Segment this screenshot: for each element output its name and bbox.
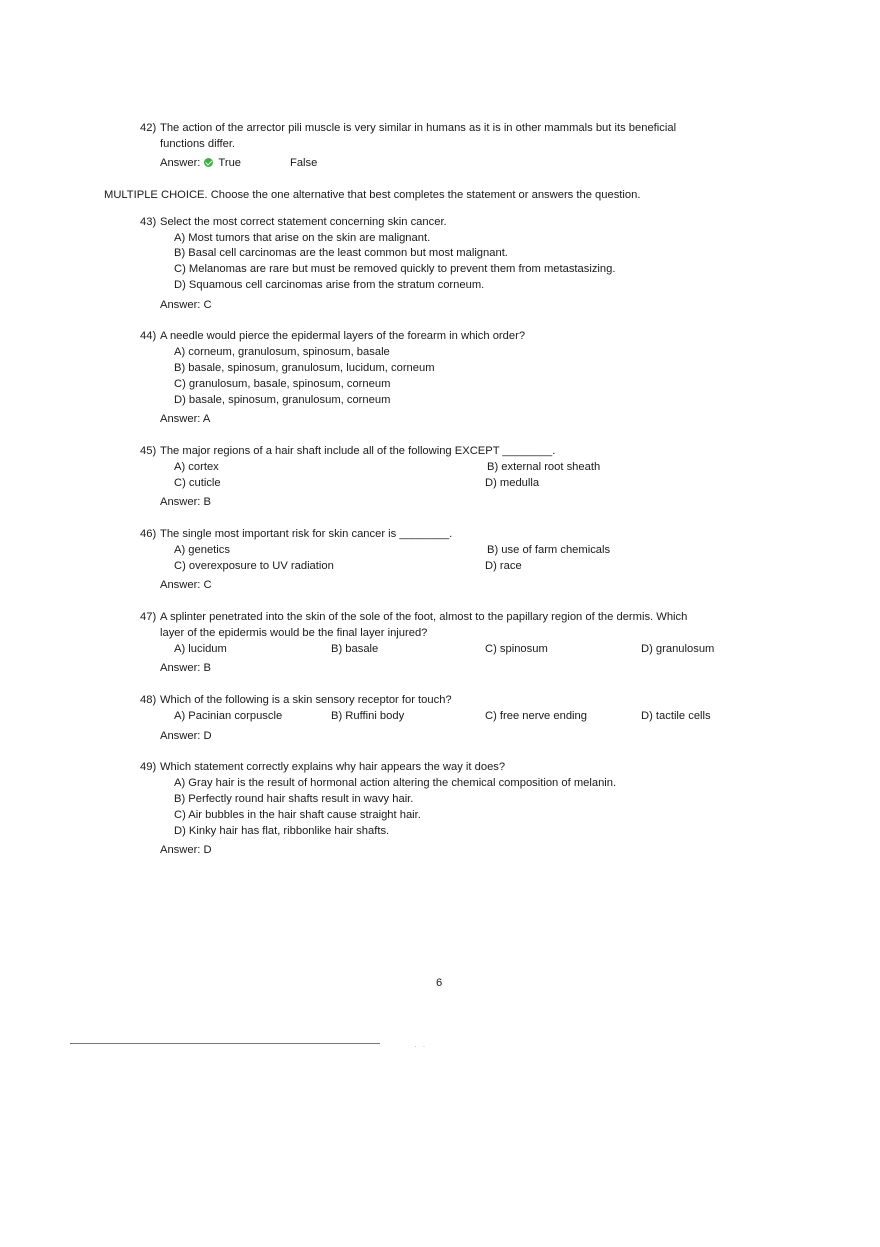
option-d: D) tactile cells <box>641 710 711 722</box>
answer-line <box>160 155 241 171</box>
question-number: 47) <box>140 611 157 623</box>
question-text: A needle would pierce the epidermal layers of the forearm in which order? <box>160 330 526 342</box>
question-text-line-1: The action of the arrector pili muscle is very similar in humans as it is in other mammals but its beneficial <box>160 122 677 134</box>
option-a: A) lucidum <box>174 643 227 655</box>
question-text: Which of the following is a skin sensory receptor for touch? <box>160 694 452 706</box>
option-a: A) Most tumors that arise on the skin are malignant. <box>174 232 431 244</box>
option-a: A) genetics <box>174 544 230 556</box>
option-b: B) use of farm chemicals <box>487 544 611 556</box>
option-c: C) overexposure to UV radiation <box>174 560 334 572</box>
question-text: The major regions of a hair shaft include all of the following EXCEPT ________. <box>160 445 556 457</box>
option-d: D) Kinky hair has flat, ribbonlike hair shafts. <box>174 825 390 837</box>
option-c: C) Air bubbles in the hair shaft cause straight hair. <box>174 809 421 821</box>
option-a: A) Gray hair is the result of hormonal action altering the chemical composition of melanin. <box>174 777 617 789</box>
section-heading: MULTIPLE CHOICE. Choose the one alternative that best completes the statement or answers the question. <box>104 189 641 201</box>
answer-line: Answer: B <box>160 496 211 508</box>
question-number: 49) <box>140 761 157 773</box>
question-number: 48) <box>140 694 157 706</box>
answer-label: Answer: <box>160 157 201 169</box>
option-c: C) granulosum, basale, spinosum, corneum <box>174 378 391 390</box>
option-c: C) Melanomas are rare but must be removed quickly to prevent them from metastasizing. <box>174 263 616 275</box>
false-option: False <box>290 157 318 169</box>
answer-line: Answer: C <box>160 579 212 591</box>
question-number: 46) <box>140 528 157 540</box>
option-d: D) medulla <box>485 477 540 489</box>
option-c: C) spinosum <box>485 643 548 655</box>
option-b: B) basale <box>331 643 379 655</box>
question-text: Select the most correct statement concerning skin cancer. <box>160 216 447 228</box>
option-c: C) cuticle <box>174 477 221 489</box>
page-number: 6 <box>436 977 443 989</box>
option-d: D) granulosum <box>641 643 715 655</box>
footer-marks: ·· <box>414 1042 432 1051</box>
option-b: B) Basal cell carcinomas are the least common but most malignant. <box>174 247 508 259</box>
question-number: 44) <box>140 330 157 342</box>
option-b: B) Perfectly round hair shafts result in wavy hair. <box>174 793 414 805</box>
question-text-line-2: layer of the epidermis would be the final layer injured? <box>160 627 428 639</box>
question-text-line-2: functions differ. <box>160 138 236 150</box>
option-a: A) cortex <box>174 461 219 473</box>
footer-divider <box>70 1043 380 1044</box>
answer-line: Answer: D <box>160 844 212 856</box>
option-d: D) race <box>485 560 522 572</box>
option-d: D) Squamous cell carcinomas arise from the stratum corneum. <box>174 279 485 291</box>
answer-line: Answer: B <box>160 662 211 674</box>
answer-line: Answer: D <box>160 730 212 742</box>
option-a: A) corneum, granulosum, spinosum, basale <box>174 346 390 358</box>
option-b: B) basale, spinosum, granulosum, lucidum, corneum <box>174 362 435 374</box>
check-circle-icon <box>204 158 213 167</box>
question-text: The single most important risk for skin cancer is ________. <box>160 528 453 540</box>
answer-line: Answer: C <box>160 299 212 311</box>
answer-line: Answer: A <box>160 413 211 425</box>
option-b: B) external root sheath <box>487 461 601 473</box>
option-b: B) Ruffini body <box>331 710 405 722</box>
option-d: D) basale, spinosum, granulosum, corneum <box>174 394 391 406</box>
option-c: C) free nerve ending <box>485 710 587 722</box>
question-number: 43) <box>140 216 157 228</box>
question-number: 45) <box>140 445 157 457</box>
true-option: True <box>218 157 242 169</box>
question-text: Which statement correctly explains why hair appears the way it does? <box>160 761 506 773</box>
question-text-line-1: A splinter penetrated into the skin of the sole of the foot, almost to the papillary region of the dermis. Which <box>160 611 688 623</box>
option-a: A) Pacinian corpuscle <box>174 710 283 722</box>
question-number: 42) <box>140 122 157 134</box>
